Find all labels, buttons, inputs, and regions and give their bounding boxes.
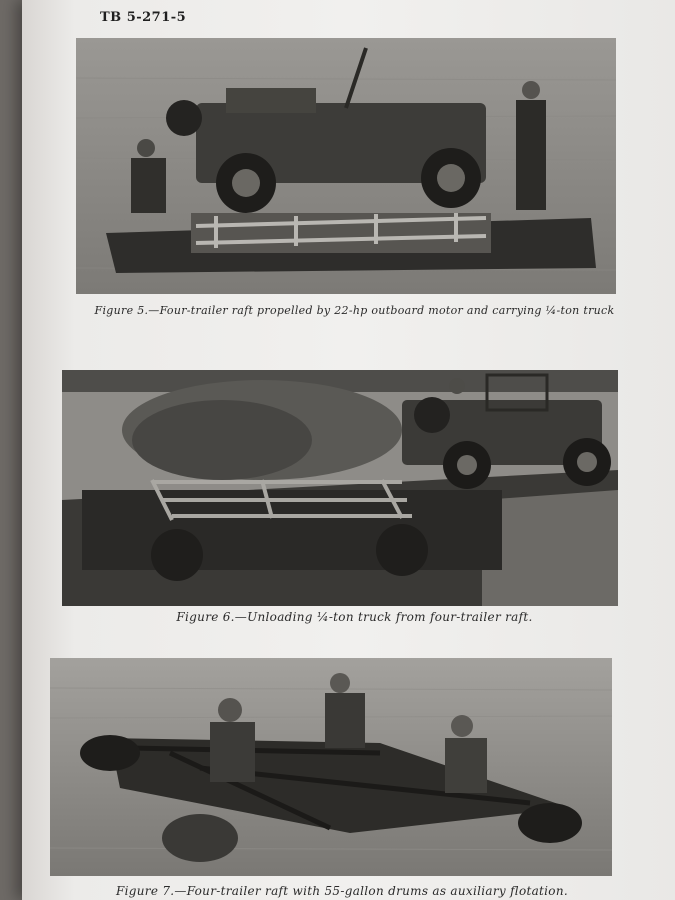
figure-5-caption: Figure 5.—Four-trailer raft propelled by 22-hp outboard motor and carrying ¼-ton truck: [94, 304, 615, 317]
page-header-code: TB 5-271-5: [100, 10, 187, 25]
figure-7-photo: [50, 658, 612, 876]
figure-5-photo: [76, 38, 616, 294]
document-page: [22, 0, 675, 900]
figure-6-photo: [62, 370, 618, 606]
figure-7-caption: Figure 7.—Four-trailer raft with 55-gallon drums as auxiliary flotation.: [116, 884, 568, 898]
figure-6-caption: Figure 6.—Unloading ¼-ton truck from four-trailer raft.: [176, 610, 533, 624]
